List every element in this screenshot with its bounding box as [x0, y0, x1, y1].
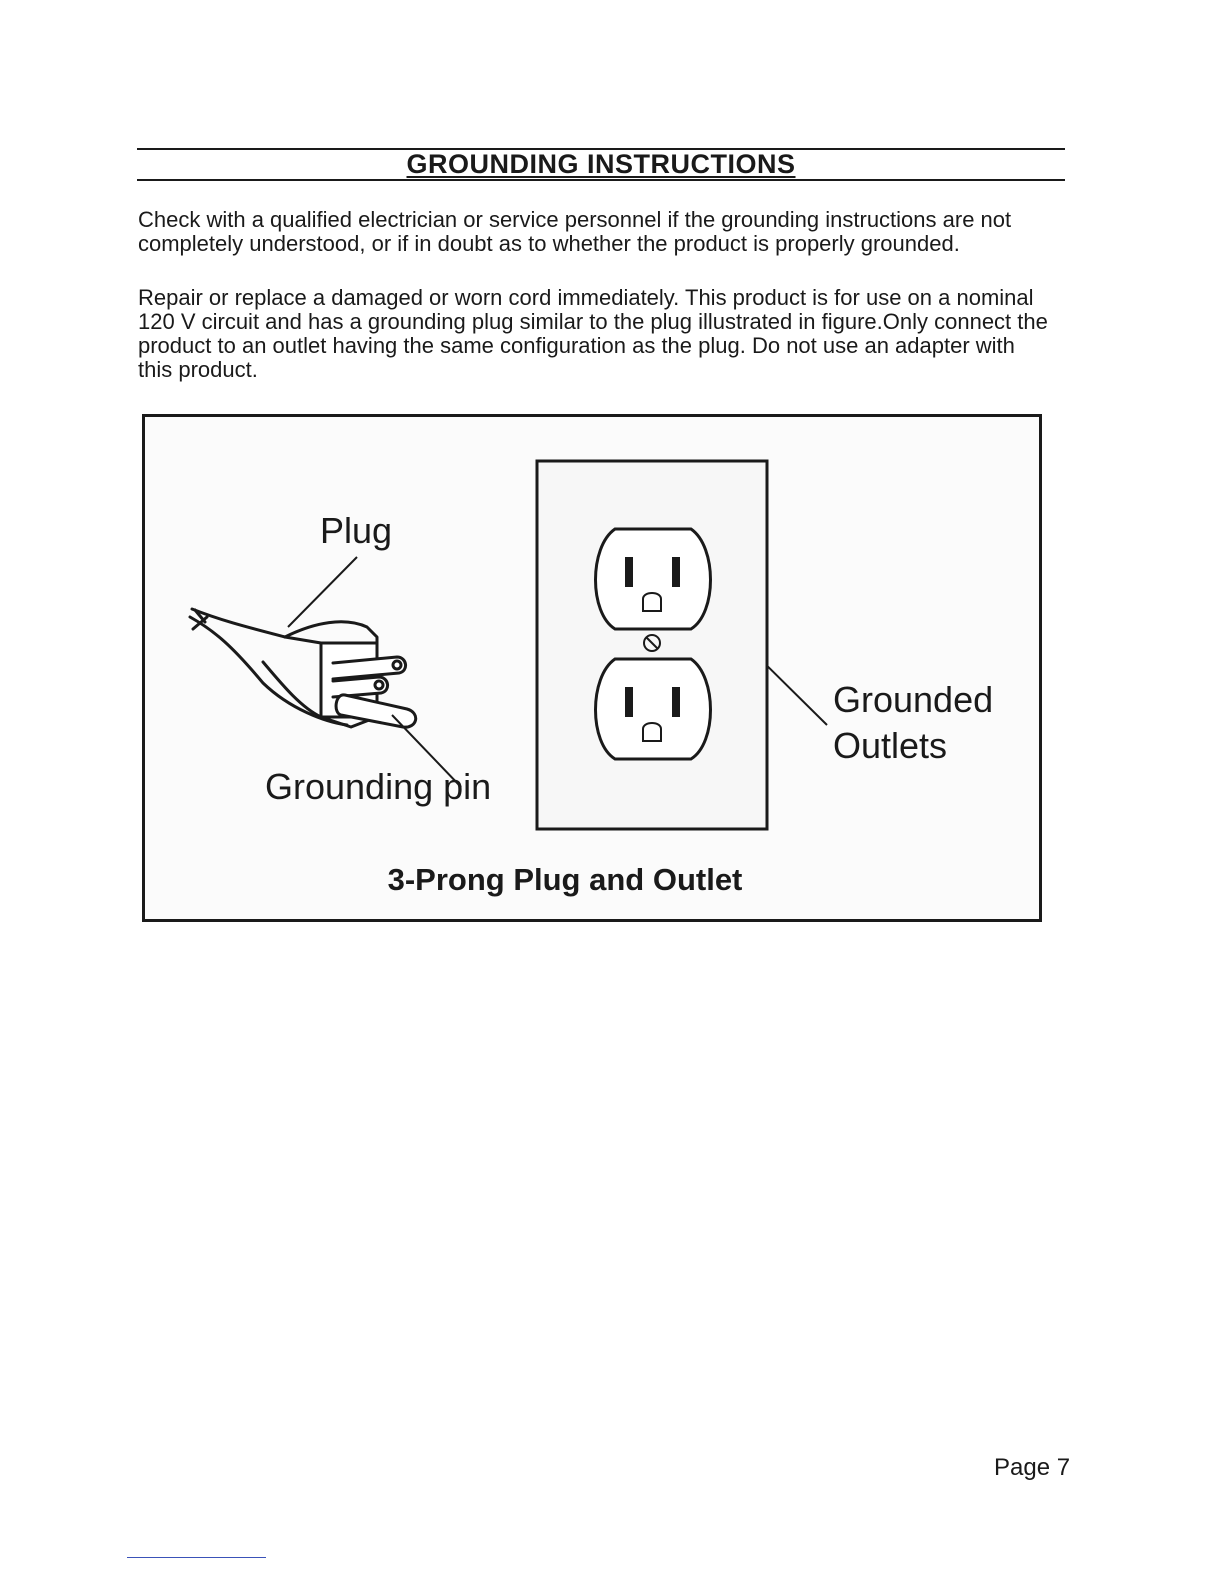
- figure-caption: 3-Prong Plug and Outlet: [387, 862, 743, 897]
- header-rule-bottom: [137, 179, 1065, 181]
- plug-icon: [190, 609, 416, 727]
- page-title: GROUNDING INSTRUCTIONS: [406, 149, 796, 179]
- paragraph-electrician-check: Check with a qualified electrician or service personnel if the grounding instructions are not completely understood, or if in doubt as to whether the product is properly grounded.: [138, 207, 1012, 256]
- paragraph-cord-and-outlet: Repair or replace a damaged or worn cord immediately. This product is for use on a nominal 120 V circuit and has a grounding plug similar to the plug illustrated in figure.Only connect the product to an outlet having the same configuration as the plug. Do not use an adapter with this product.: [138, 285, 1048, 382]
- outlet-icon: [537, 461, 767, 829]
- plug-outlet-illustration: [145, 417, 1039, 919]
- label-plug: Plug: [320, 510, 393, 551]
- label-grounding-pin: Grounding pin: [265, 766, 492, 807]
- page-number: Page 7: [994, 1454, 1071, 1481]
- figure-plug-and-outlet: [142, 414, 1042, 922]
- footer-divider: [127, 1557, 266, 1558]
- label-grounded-outlets: Grounded Outlets: [833, 679, 994, 766]
